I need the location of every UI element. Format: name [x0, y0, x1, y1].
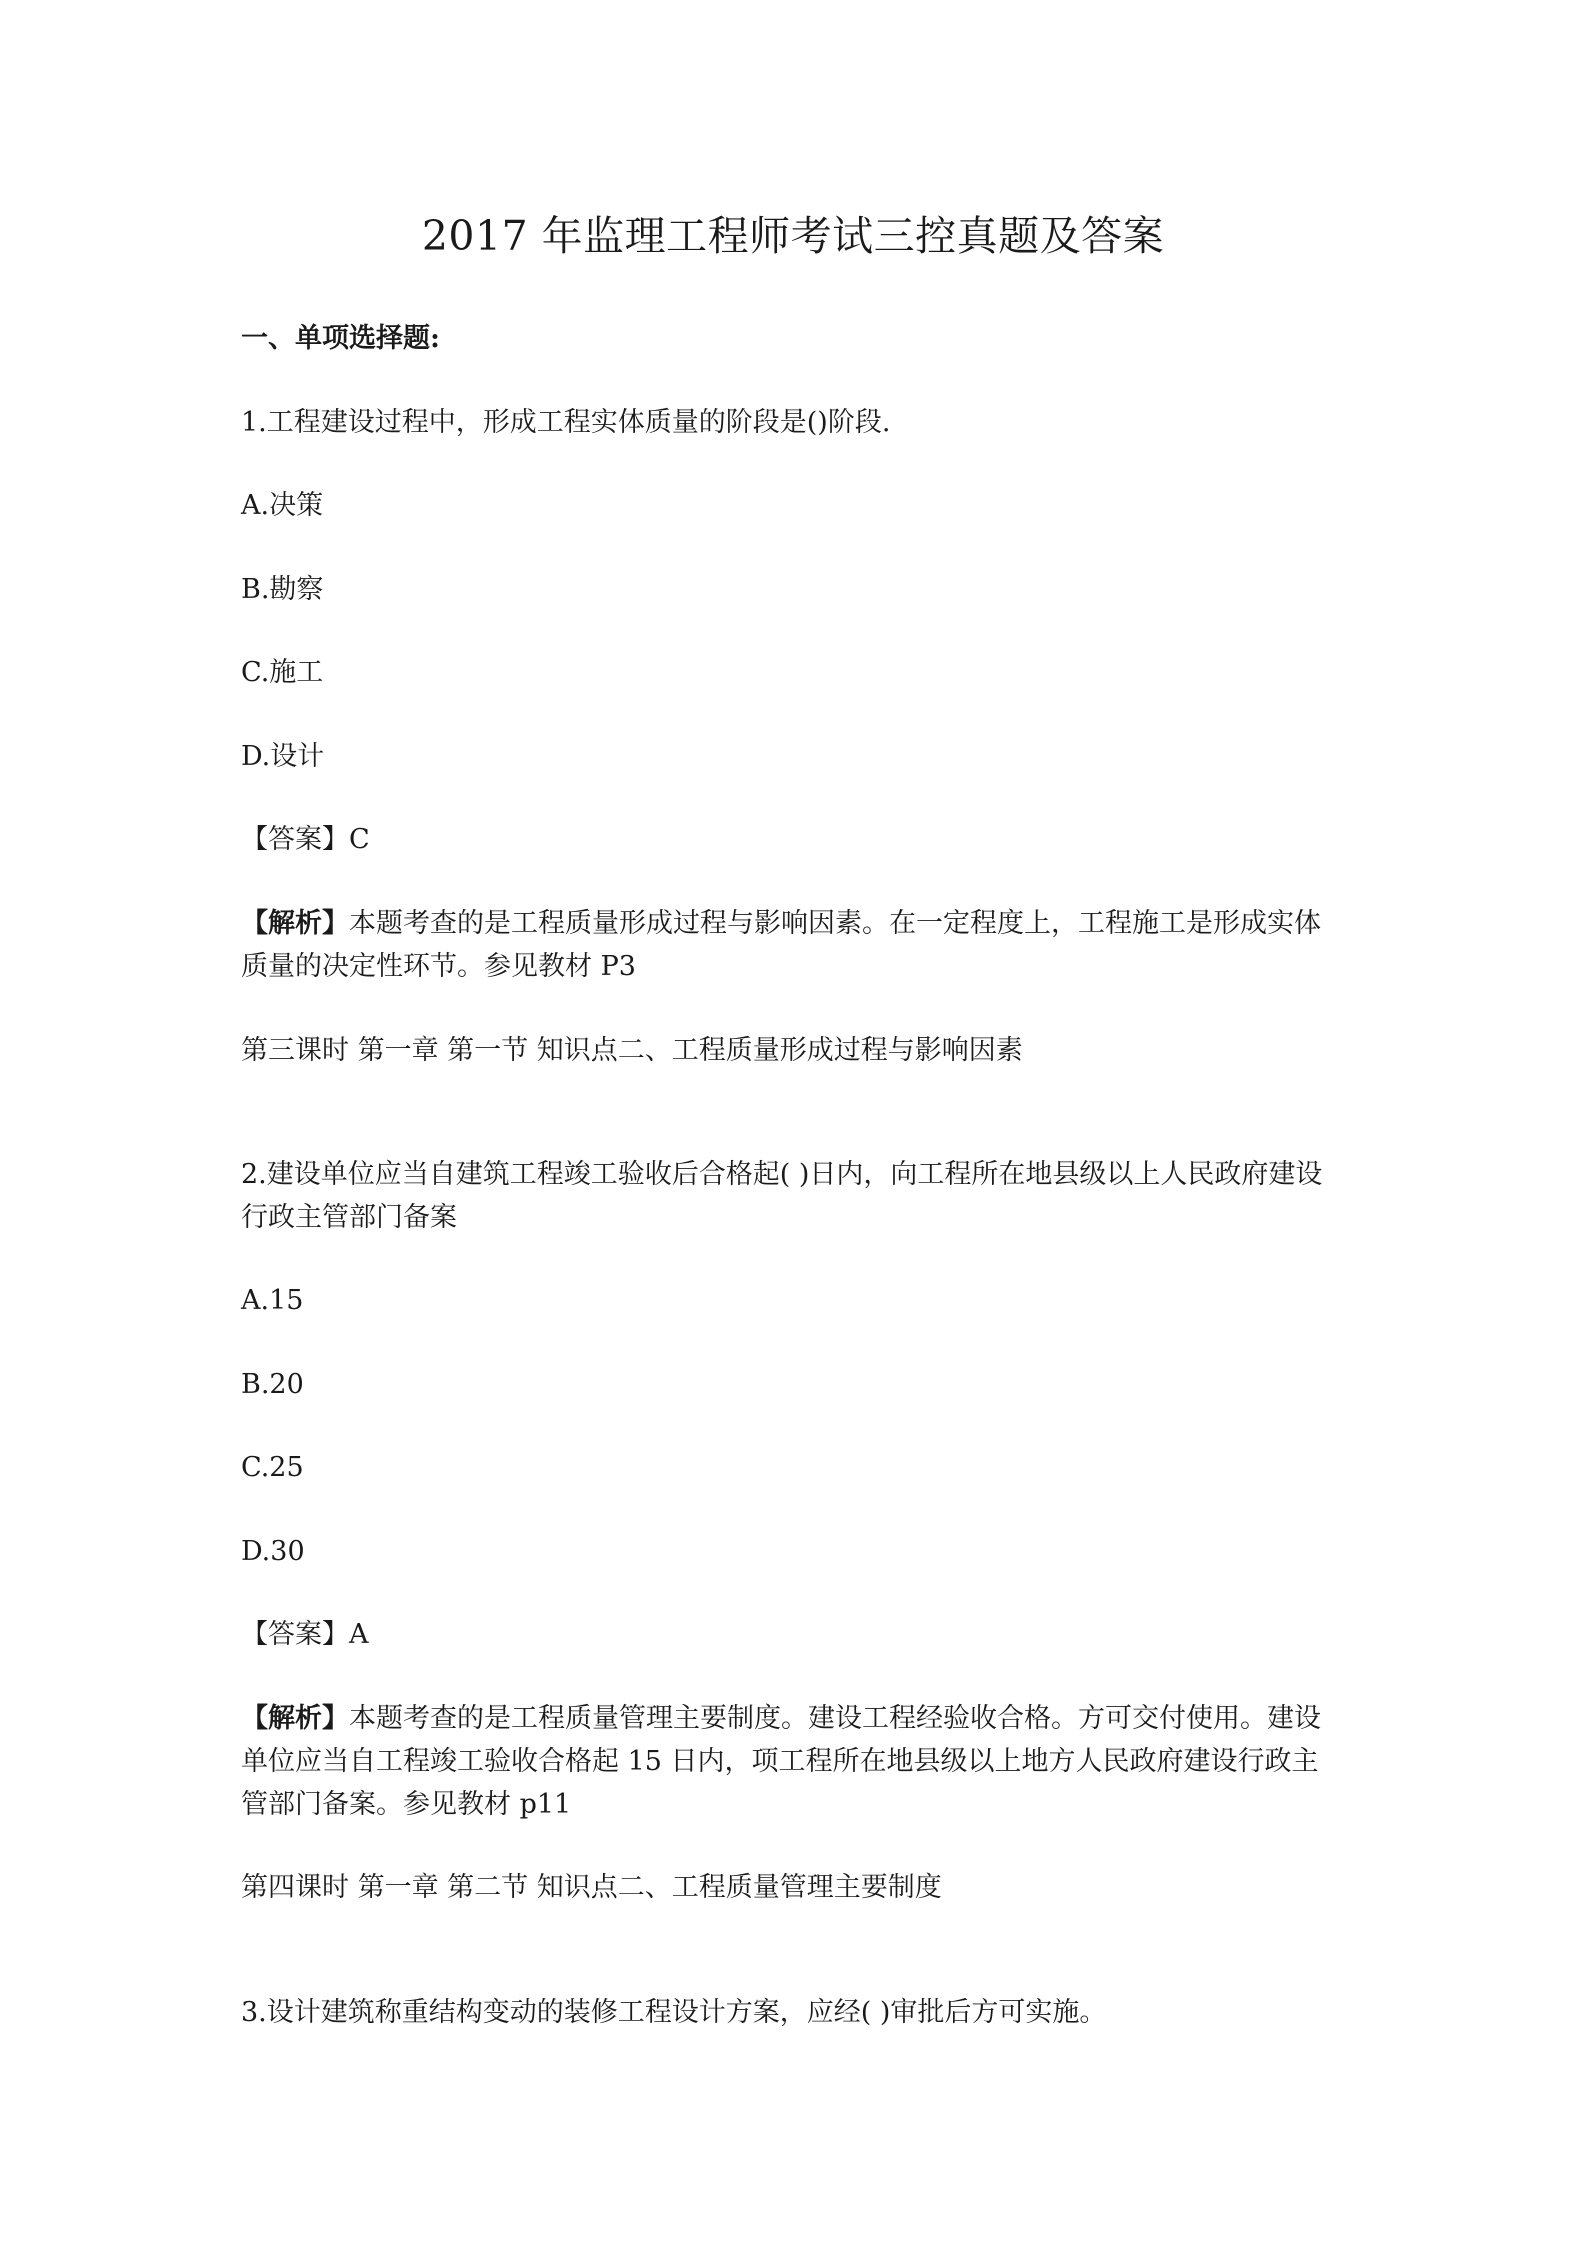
question-1-answer: 【答案】C — [241, 824, 370, 855]
document-title: 2017 年监理工程师考试三控真题及答案 — [421, 212, 1165, 260]
question-1-analysis-line-2: 质量的决定性环节。参见教材 P3 — [241, 951, 636, 982]
question-2-option-d: D.30 — [241, 1536, 305, 1567]
question-2-option-b: B.20 — [241, 1369, 304, 1400]
analysis-tag: 【解析】 — [241, 908, 349, 939]
question-2-option-a: A.15 — [241, 1285, 304, 1316]
question-2-analysis-line-3: 管部门备案。参见教材 p11 — [241, 1789, 572, 1820]
question-1-option-b: B.勘察 — [241, 574, 324, 605]
section-heading: 一、单项选择题: — [241, 323, 440, 354]
analysis-text: 本题考查的是工程质量管理主要制度。建设工程经验收合格。方可交付使用。建设 — [349, 1703, 1321, 1734]
question-2-stem-line-1: 2.建设单位应当自建筑工程竣工验收后合格起( )日内，向工程所在地县级以上人民政府建设 — [241, 1159, 1323, 1190]
analysis-tag: 【解析】 — [241, 1703, 349, 1734]
question-2-option-c: C.25 — [241, 1452, 304, 1483]
question-2-answer: 【答案】A — [241, 1619, 369, 1650]
question-2-stem-line-2: 行政主管部门备案 — [241, 1202, 457, 1233]
question-3-stem: 3.设计建筑称重结构变动的装修工程设计方案，应经( )审批后方可实施。 — [241, 1997, 1107, 2028]
question-2-analysis-line-2: 单位应当自工程竣工验收合格起 15 日内，项工程所在地县级以上地方人民政府建设行政主 — [241, 1746, 1319, 1777]
question-1-option-d: D.设计 — [241, 741, 325, 772]
question-2-lesson-reference: 第四课时 第一章 第二节 知识点二、工程质量管理主要制度 — [241, 1872, 942, 1903]
question-1-lesson-reference: 第三课时 第一章 第一节 知识点二、工程质量形成过程与影响因素 — [241, 1035, 1023, 1066]
question-2-analysis-line-1 — [241, 1698, 1361, 1740]
question-1-stem: 1.工程建设过程中，形成工程实体质量的阶段是()阶段. — [241, 407, 891, 438]
question-1-option-a: A.决策 — [241, 490, 324, 521]
question-1-option-c: C.施工 — [241, 657, 324, 688]
analysis-text: 本题考查的是工程质量形成过程与影响因素。在一定程度上，工程施工是形成实体 — [349, 908, 1321, 939]
question-1-analysis-line-1 — [241, 903, 1361, 945]
